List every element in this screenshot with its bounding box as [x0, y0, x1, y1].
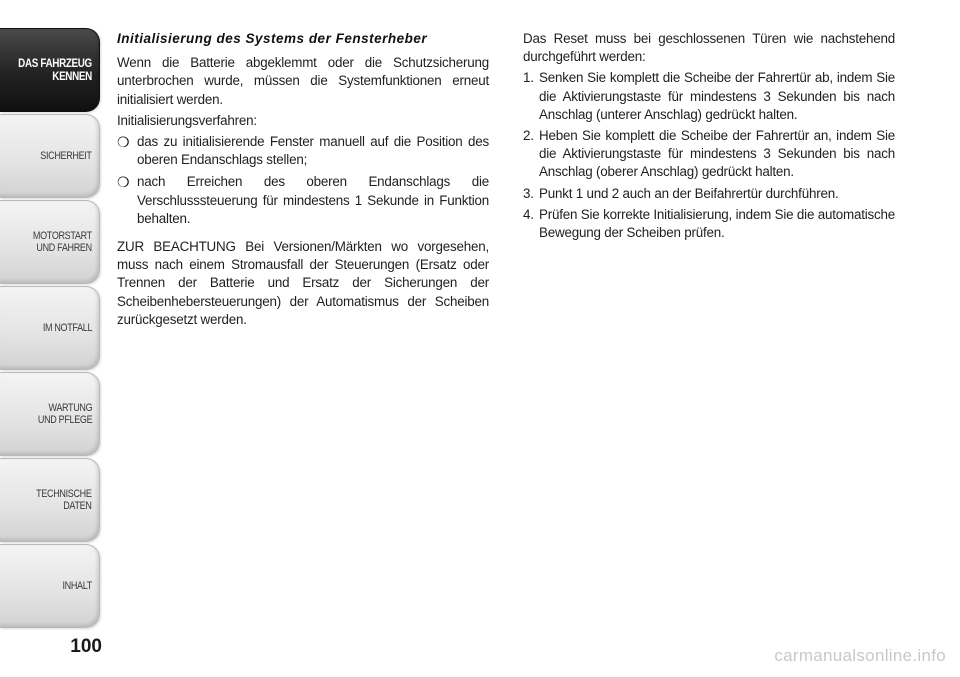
right-column — [523, 30, 895, 245]
list-item — [523, 206, 895, 242]
reset-steps — [523, 69, 895, 242]
tab-label: INHALT — [62, 580, 92, 592]
tab-wartung-und-pflege[interactable] — [0, 372, 100, 456]
tab-label: MOTORSTART UND FAHREN — [33, 230, 92, 254]
step-number: 3. — [523, 185, 534, 201]
tab-sicherheit[interactable] — [0, 114, 100, 198]
tab-label: SICHERHEIT — [40, 150, 92, 162]
step-text: Punkt 1 und 2 auch an der Beifahrertür durchführen. — [539, 185, 839, 201]
procedure-list — [117, 133, 489, 228]
tab-das-fahrzeug-kennen[interactable] — [0, 28, 100, 112]
bullet-circle-icon: ❍ — [117, 174, 130, 191]
list-item — [523, 185, 895, 203]
tab-im-notfall[interactable] — [0, 286, 100, 370]
list-item-text: nach Erreichen des oberen Endanschlags die Verschlusssteuerung für mindestens 1 Sekunde in Funktion behalten. — [137, 174, 489, 226]
list-item — [523, 69, 895, 124]
bullet-circle-icon: ❍ — [117, 134, 130, 151]
note-paragraph: ZUR BEACHTUNG Bei Versionen/Märkten wo vorgesehen, muss nach einem Stromausfall der Steuerungen (Ersatz oder Trennen der Batterie und Ersatz der Sicherungen der Scheibenhebersteuerungen) der Automatismus der Scheiben zurückgesetzt werden. — [117, 239, 489, 327]
step-text: Heben Sie komplett die Scheibe der Fahrertür an, indem Sie die Aktivierungstaste für mindestens 3 Sekunden bis nach Anschlag (oberer Anschlag) gedrückt halten. — [539, 128, 895, 180]
page-number: 100 — [70, 636, 102, 657]
tab-label: TECHNISCHE DATEN — [36, 488, 92, 512]
tab-label: DAS FAHRZEUG KENNEN — [18, 56, 92, 83]
list-item — [117, 133, 489, 169]
tab-inhalt[interactable] — [0, 544, 100, 628]
step-text: Senken Sie komplett die Scheibe der Fahrertür ab, indem Sie die Aktivierungstaste für mindestens 3 Sekunden bis nach Anschlag (unterer Anschlag) gedrückt halten. — [539, 70, 895, 122]
reset-intro: Das Reset muss bei geschlossenen Türen wie nachstehend durchgeführt werden: — [523, 31, 895, 65]
procedure-label: Initialisierungsverfahren: — [117, 112, 257, 128]
step-number: 4. — [523, 206, 534, 222]
tab-motorstart-und-fahren[interactable] — [0, 200, 100, 284]
section-title: Initialisierung des Systems der Fensterheber — [117, 31, 428, 46]
step-number: 1. — [523, 70, 534, 86]
step-number: 2. — [523, 128, 534, 144]
intro-paragraph: Wenn die Batterie abgeklemmt oder die Schutzsicherung unterbrochen wurde, müssen die Systemfunktionen erneut initialisiert werden. — [117, 55, 489, 107]
tab-label: IM NOTFALL — [42, 322, 92, 334]
tab-label: WARTUNG UND PFLEGE — [37, 402, 92, 426]
step-text: Prüfen Sie korrekte Initialisierung, indem Sie die automatische Bewegung der Scheiben prüfen. — [539, 206, 895, 241]
list-item — [523, 127, 895, 182]
list-item-text: das zu initialisierende Fenster manuell auf die Position des oberen Endanschlags stellen; — [137, 134, 489, 168]
list-item — [117, 173, 489, 228]
watermark: carmanualsonline.info — [774, 646, 946, 665]
tab-technische-daten[interactable] — [0, 458, 100, 542]
left-column — [117, 30, 489, 332]
